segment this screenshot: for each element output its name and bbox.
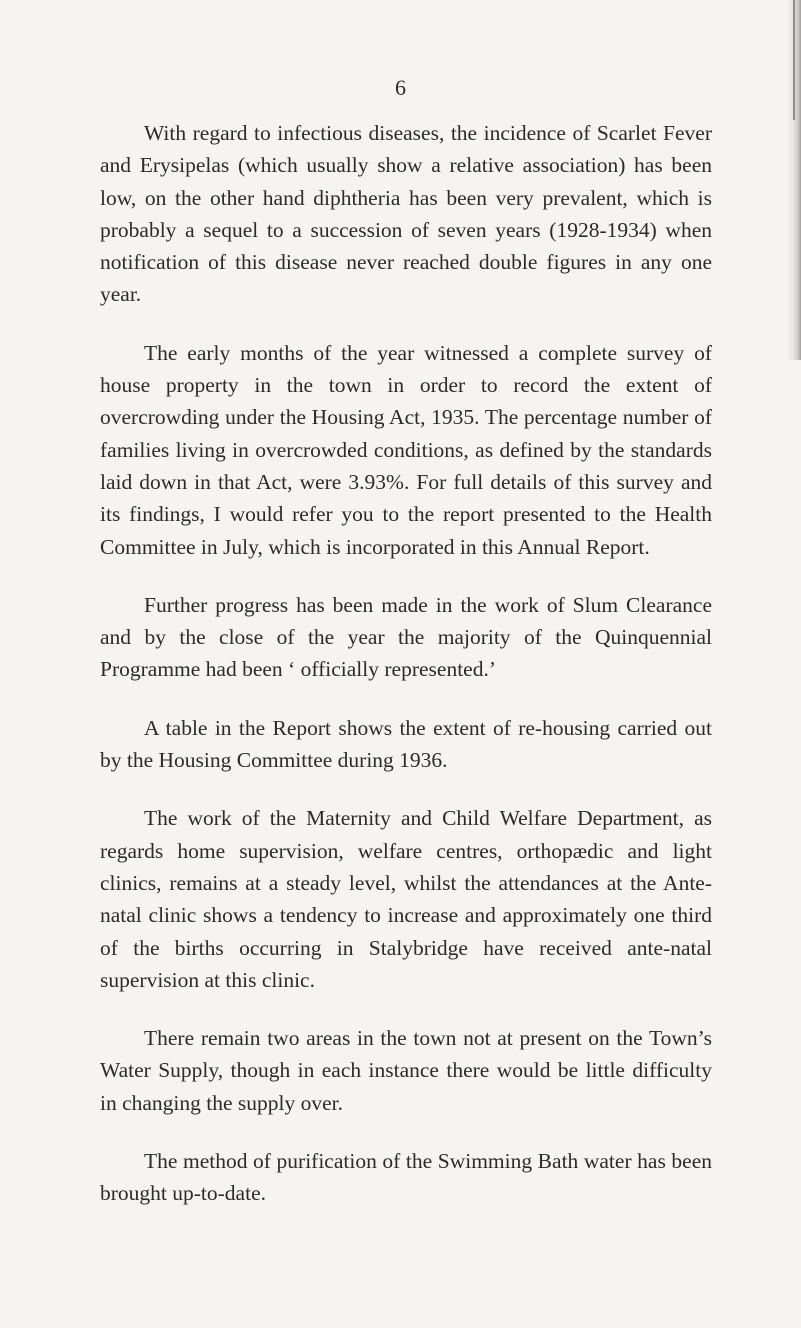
page-number: 6 [395, 75, 406, 100]
paragraph-swimming-bath: The method of purification of the Swimming Bath water has been brought up-to-date. [100, 1149, 712, 1206]
paragraph-infectious-diseases: With regard to infectious diseases, the incidence of Scarlet Fever and Erysipelas (which usually show a relative association) has been low, on the other hand diphtheria has been very prevalent, which is probably a sequel to a succession of seven years (1928-1934) when notification of this disease never reached double figures in any one year. [100, 121, 712, 307]
paragraph-maternity-welfare: The work of the Maternity and Child Welfare Department, as regards home supervision, welfare centres, orthopædic and light clinics, remains at a steady level, whilst the attendances at the Ante-natal clinic shows a tendency to increase and approximately one third of the births occurring in Stalybridge have received ante-natal supervision at this clinic. [100, 806, 712, 992]
paragraph-re-housing: A table in the Report shows the extent of re-housing carried out by the Housing Committee during 1936. [100, 715, 712, 773]
paragraph-housing-survey: The early months of the year witnessed a complete survey of house property in the town in order to record the extent of overcrowding under the Housing Act, 1935. The percentage number of families living in overcrowded conditions, as defined by the standards laid down in that Act, were 3.93%. For full details of this survey and its findings, I would refer you to the report presented to the Health Committee in July, which is incorporated in this Annual Report. [100, 340, 712, 559]
paragraph-slum-clearance: Further progress has been made in the work of Slum Clearance and by the close of the year the majority of the Quinquennial Programme had been ‘ officially represented.’ [100, 592, 712, 682]
body-text [100, 117, 712, 1236]
page-edge-line [793, 0, 795, 120]
paragraph-water-supply: There remain two areas in the town not at present on the Town’s Water Supply, though in each instance there would be little difficulty in changing the supply over. [100, 1026, 712, 1115]
